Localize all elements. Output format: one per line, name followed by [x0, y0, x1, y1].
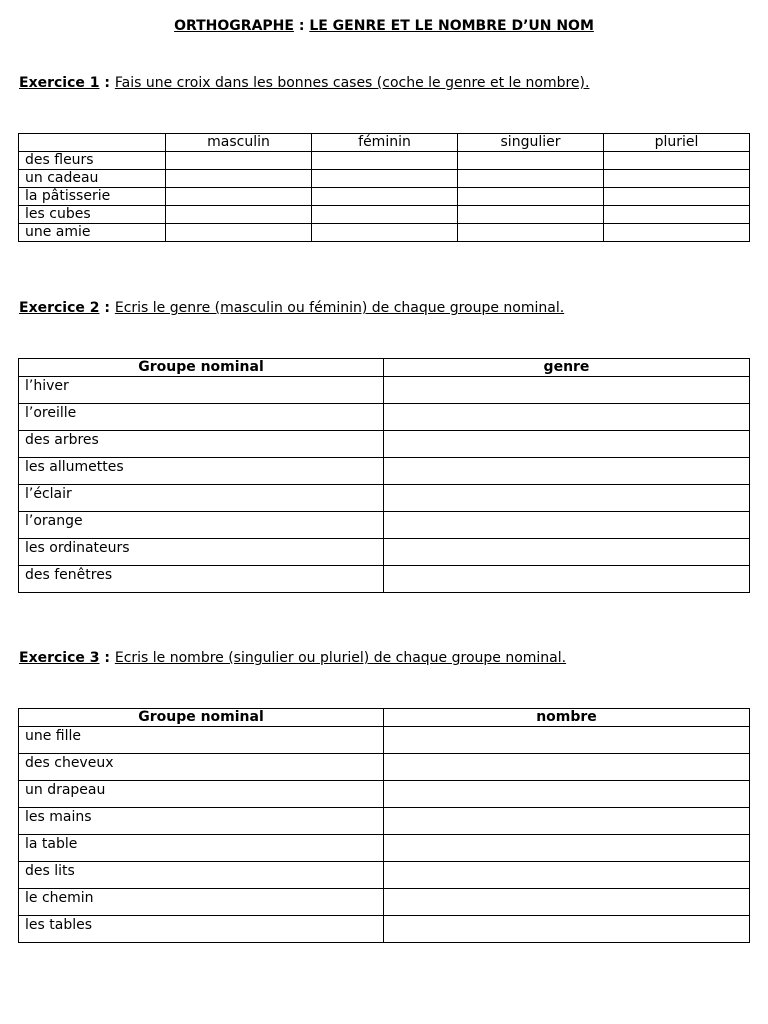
- table-row: [19, 781, 750, 808]
- answer-cell[interactable]: [166, 224, 312, 242]
- row-label: les mains: [19, 808, 384, 835]
- exercise-2-instruction: Ecris le genre (masculin ou féminin) de chaque groupe nominal.: [114, 300, 565, 316]
- row-label: une amie: [19, 224, 166, 242]
- answer-cell[interactable]: [458, 170, 604, 188]
- exercise-1-label: Exercice 1: [19, 75, 100, 91]
- table-row: [19, 152, 750, 170]
- header-singulier: singulier: [458, 134, 604, 152]
- answer-cell[interactable]: [384, 539, 750, 566]
- answer-cell[interactable]: [312, 188, 458, 206]
- exercise-2-table: [18, 358, 750, 593]
- title-separator: :: [293, 18, 310, 34]
- answer-cell[interactable]: [166, 152, 312, 170]
- row-label: les ordinateurs: [19, 539, 384, 566]
- answer-cell[interactable]: [384, 404, 750, 431]
- answer-cell[interactable]: [384, 835, 750, 862]
- table-row: [19, 404, 750, 431]
- row-label: les allumettes: [19, 458, 384, 485]
- answer-cell[interactable]: [384, 754, 750, 781]
- header-groupe-nominal: Groupe nominal: [19, 709, 384, 727]
- table-row: [19, 188, 750, 206]
- table-row: [19, 485, 750, 512]
- row-label: des lits: [19, 862, 384, 889]
- table-header-row: [19, 359, 750, 377]
- answer-cell[interactable]: [384, 727, 750, 754]
- row-label: l’éclair: [19, 485, 384, 512]
- exercise-1-table: [18, 133, 750, 242]
- exercise-1-heading: Exercice 1 : Fais une croix dans les bonnes cases (coche le genre et le nombre).: [19, 75, 590, 91]
- header-pluriel: pluriel: [604, 134, 750, 152]
- row-label: des cheveux: [19, 754, 384, 781]
- row-label: un cadeau: [19, 170, 166, 188]
- table-row: [19, 754, 750, 781]
- header-corner-cell: [19, 134, 166, 152]
- table-row: [19, 808, 750, 835]
- answer-cell[interactable]: [384, 566, 750, 593]
- row-label: des fleurs: [19, 152, 166, 170]
- header-feminin: féminin: [312, 134, 458, 152]
- answer-cell[interactable]: [384, 889, 750, 916]
- answer-cell[interactable]: [384, 431, 750, 458]
- table-row: [19, 458, 750, 485]
- table-row: [19, 889, 750, 916]
- answer-cell[interactable]: [312, 152, 458, 170]
- row-label: la table: [19, 835, 384, 862]
- page-title: [0, 17, 768, 35]
- table-row: [19, 224, 750, 242]
- answer-cell[interactable]: [604, 170, 750, 188]
- answer-cell[interactable]: [384, 512, 750, 539]
- row-label: les tables: [19, 916, 384, 943]
- table-row: [19, 206, 750, 224]
- answer-cell[interactable]: [458, 152, 604, 170]
- answer-cell[interactable]: [384, 458, 750, 485]
- answer-cell[interactable]: [458, 224, 604, 242]
- table-row: [19, 539, 750, 566]
- answer-cell[interactable]: [604, 206, 750, 224]
- title-subject: ORTHOGRAPHE: [174, 18, 294, 34]
- table-header-row: [19, 709, 750, 727]
- table-header-row: [19, 134, 750, 152]
- answer-cell[interactable]: [384, 808, 750, 835]
- answer-cell[interactable]: [312, 224, 458, 242]
- table-row: [19, 170, 750, 188]
- exercise-3-heading: Exercice 3 : Ecris le nombre (singulier ou pluriel) de chaque groupe nominal.: [19, 650, 567, 666]
- answer-cell[interactable]: [166, 170, 312, 188]
- header-genre: genre: [384, 359, 750, 377]
- answer-cell[interactable]: [312, 170, 458, 188]
- row-label: un drapeau: [19, 781, 384, 808]
- row-label: l’oreille: [19, 404, 384, 431]
- answer-cell[interactable]: [166, 188, 312, 206]
- exercise-2-label: Exercice 2: [19, 300, 100, 316]
- row-label: l’hiver: [19, 377, 384, 404]
- table-row: [19, 916, 750, 943]
- row-label: le chemin: [19, 889, 384, 916]
- table-row: [19, 727, 750, 754]
- title-topic: LE GENRE ET LE NOMBRE D’UN NOM: [309, 18, 594, 34]
- header-masculin: masculin: [166, 134, 312, 152]
- table-row: [19, 862, 750, 889]
- table-row: [19, 431, 750, 458]
- row-label: une fille: [19, 727, 384, 754]
- table-row: [19, 835, 750, 862]
- row-label: des fenêtres: [19, 566, 384, 593]
- row-label: les cubes: [19, 206, 166, 224]
- header-nombre: nombre: [384, 709, 750, 727]
- exercise-1-instruction: Fais une croix dans les bonnes cases (coche le genre et le nombre).: [114, 75, 590, 91]
- exercise-3-instruction: Ecris le nombre (singulier ou pluriel) de chaque groupe nominal.: [114, 650, 567, 666]
- row-label: la pâtisserie: [19, 188, 166, 206]
- answer-cell[interactable]: [458, 188, 604, 206]
- row-label: des arbres: [19, 431, 384, 458]
- row-label: l’orange: [19, 512, 384, 539]
- exercise-3-table: [18, 708, 750, 943]
- answer-cell[interactable]: [604, 188, 750, 206]
- answer-cell[interactable]: [166, 206, 312, 224]
- answer-cell[interactable]: [384, 485, 750, 512]
- table-row: [19, 512, 750, 539]
- answer-cell[interactable]: [384, 862, 750, 889]
- answer-cell[interactable]: [458, 206, 604, 224]
- answer-cell[interactable]: [312, 206, 458, 224]
- exercise-3-label: Exercice 3: [19, 650, 100, 666]
- table-row: [19, 377, 750, 404]
- header-groupe-nominal: Groupe nominal: [19, 359, 384, 377]
- answer-cell[interactable]: [384, 781, 750, 808]
- answer-cell[interactable]: [604, 152, 750, 170]
- table-row: [19, 566, 750, 593]
- answer-cell[interactable]: [384, 377, 750, 404]
- exercise-2-heading: Exercice 2 : Ecris le genre (masculin ou féminin) de chaque groupe nominal.: [19, 300, 565, 316]
- answer-cell[interactable]: [384, 916, 750, 943]
- answer-cell[interactable]: [604, 224, 750, 242]
